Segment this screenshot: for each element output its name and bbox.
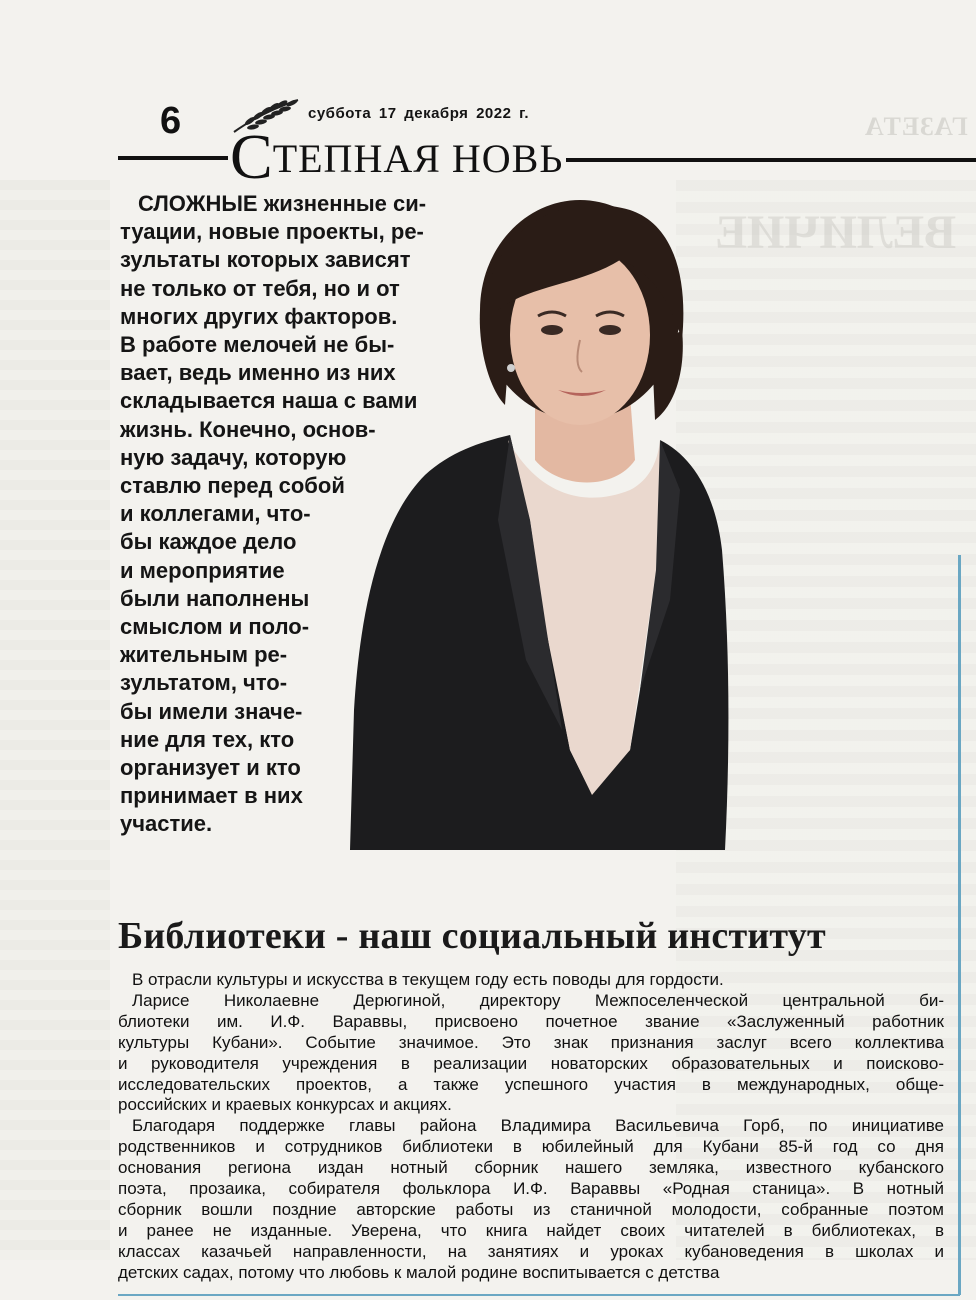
quote-line: многих других факторов. <box>120 303 398 329</box>
body-line: детских садах, потому что любовь к малой родине воспитывается с детства <box>118 1262 720 1282</box>
quote-line: организует и кто <box>120 755 301 781</box>
bleed-through-title: ВЕЛИЧИЕ <box>714 206 956 259</box>
body-line: родственников и сотрудников библиотеки в юбилейный для Кубани 85-й год со дня <box>118 1137 944 1157</box>
quote-line: бы имели значе- <box>120 698 303 724</box>
masthead-initial: С <box>230 121 273 192</box>
quote-line: складывается наша с вами <box>120 388 418 414</box>
body-line: классах казачьей направленности, на занятиях и уроках кубановедения в школах и <box>118 1241 944 1261</box>
body-line: основания региона издан нотный сборник нашего земляка, известного кубанского <box>118 1158 944 1178</box>
quote-line: и мероприятие <box>120 557 285 583</box>
body-line: исследовательских проектов, а также успешного участия в международных, обще- <box>118 1074 944 1094</box>
body-line: культуры Кубани». Событие значимое. Это знак признания заслуг всего коллектива <box>118 1032 944 1052</box>
body-line: поэта, прозаика, собирателя фольклора И.Ф. Вараввы «Родная станица». В нотный <box>118 1179 944 1199</box>
quote-line: участие. <box>120 811 213 837</box>
article-body <box>118 970 944 1284</box>
quote-line: зультатом, что- <box>120 670 288 696</box>
quote-line: и коллегами, что- <box>120 501 311 527</box>
quote-line: зультаты которых зависят <box>120 247 411 273</box>
body-line: Благодаря поддержке главы района Владимира Васильевича Горб, по инициативе <box>132 1116 944 1136</box>
quote-line: жизнь. Конечно, основ- <box>120 416 376 442</box>
frame-line-bottom <box>118 1294 960 1296</box>
body-line: Ларисе Николаевне Дерюгиной, директору Межпоселенческой центральной би- <box>132 990 944 1010</box>
quote-line: ную задачу, которую <box>120 444 347 470</box>
body-line: блиотеки им. И.Ф. Вараввы, присвоено почетное звание «Заслуженный работник <box>118 1011 944 1031</box>
quote-line: туации, новые проекты, ре- <box>120 219 424 245</box>
quote-line: не только от тебя, но и от <box>120 275 400 301</box>
body-line: сборник вошли поздние авторские работы из станичной молодости, собранные поэтом <box>118 1199 944 1219</box>
article-headline: Библиотеки - наш социальный институт <box>118 915 826 957</box>
quote-line: ние для тех, кто <box>120 726 295 752</box>
header-rule-right <box>566 158 976 162</box>
quote-line: ставлю перед собой <box>120 473 345 499</box>
bleed-through-heading: ГАЗЕТА <box>864 112 968 141</box>
quote-line: были наполнены <box>120 585 310 611</box>
quote-line: принимает в них <box>120 783 303 809</box>
quote-line: В работе мелочей не бы- <box>120 332 395 358</box>
quote-line: смыслом и поло- <box>120 614 310 640</box>
body-line: В отрасли культуры и искусства в текущем году есть поводы для гордости. <box>132 970 724 989</box>
masthead-title: ТЕПНАЯ НОВЬ <box>272 136 564 181</box>
newspaper-masthead <box>230 121 564 192</box>
body-line: и ранее не изданные. Уверена, что книга найдет своих читателей в библиотеках, в <box>118 1220 944 1240</box>
body-line: российских и краевых конкурсах и акциях. <box>118 1095 452 1115</box>
header-rule-left <box>118 156 228 160</box>
issue-date: суббота 17 декабря 2022 г. <box>308 105 530 122</box>
quote-line: бы каждое дело <box>120 529 297 555</box>
quote-line: жительным ре- <box>120 642 288 668</box>
quote-line: вает, ведь именно из них <box>120 360 396 386</box>
pull-quote <box>120 190 490 839</box>
quote-line: СЛОЖНЫЕ жизненные си- <box>138 191 427 216</box>
page-number: 6 <box>160 100 182 142</box>
frame-line-right <box>958 555 961 1295</box>
bleed-through-left <box>0 180 110 1260</box>
body-line: и руководителя учреждения в реализации новаторских образовательных и поисково- <box>118 1053 944 1073</box>
